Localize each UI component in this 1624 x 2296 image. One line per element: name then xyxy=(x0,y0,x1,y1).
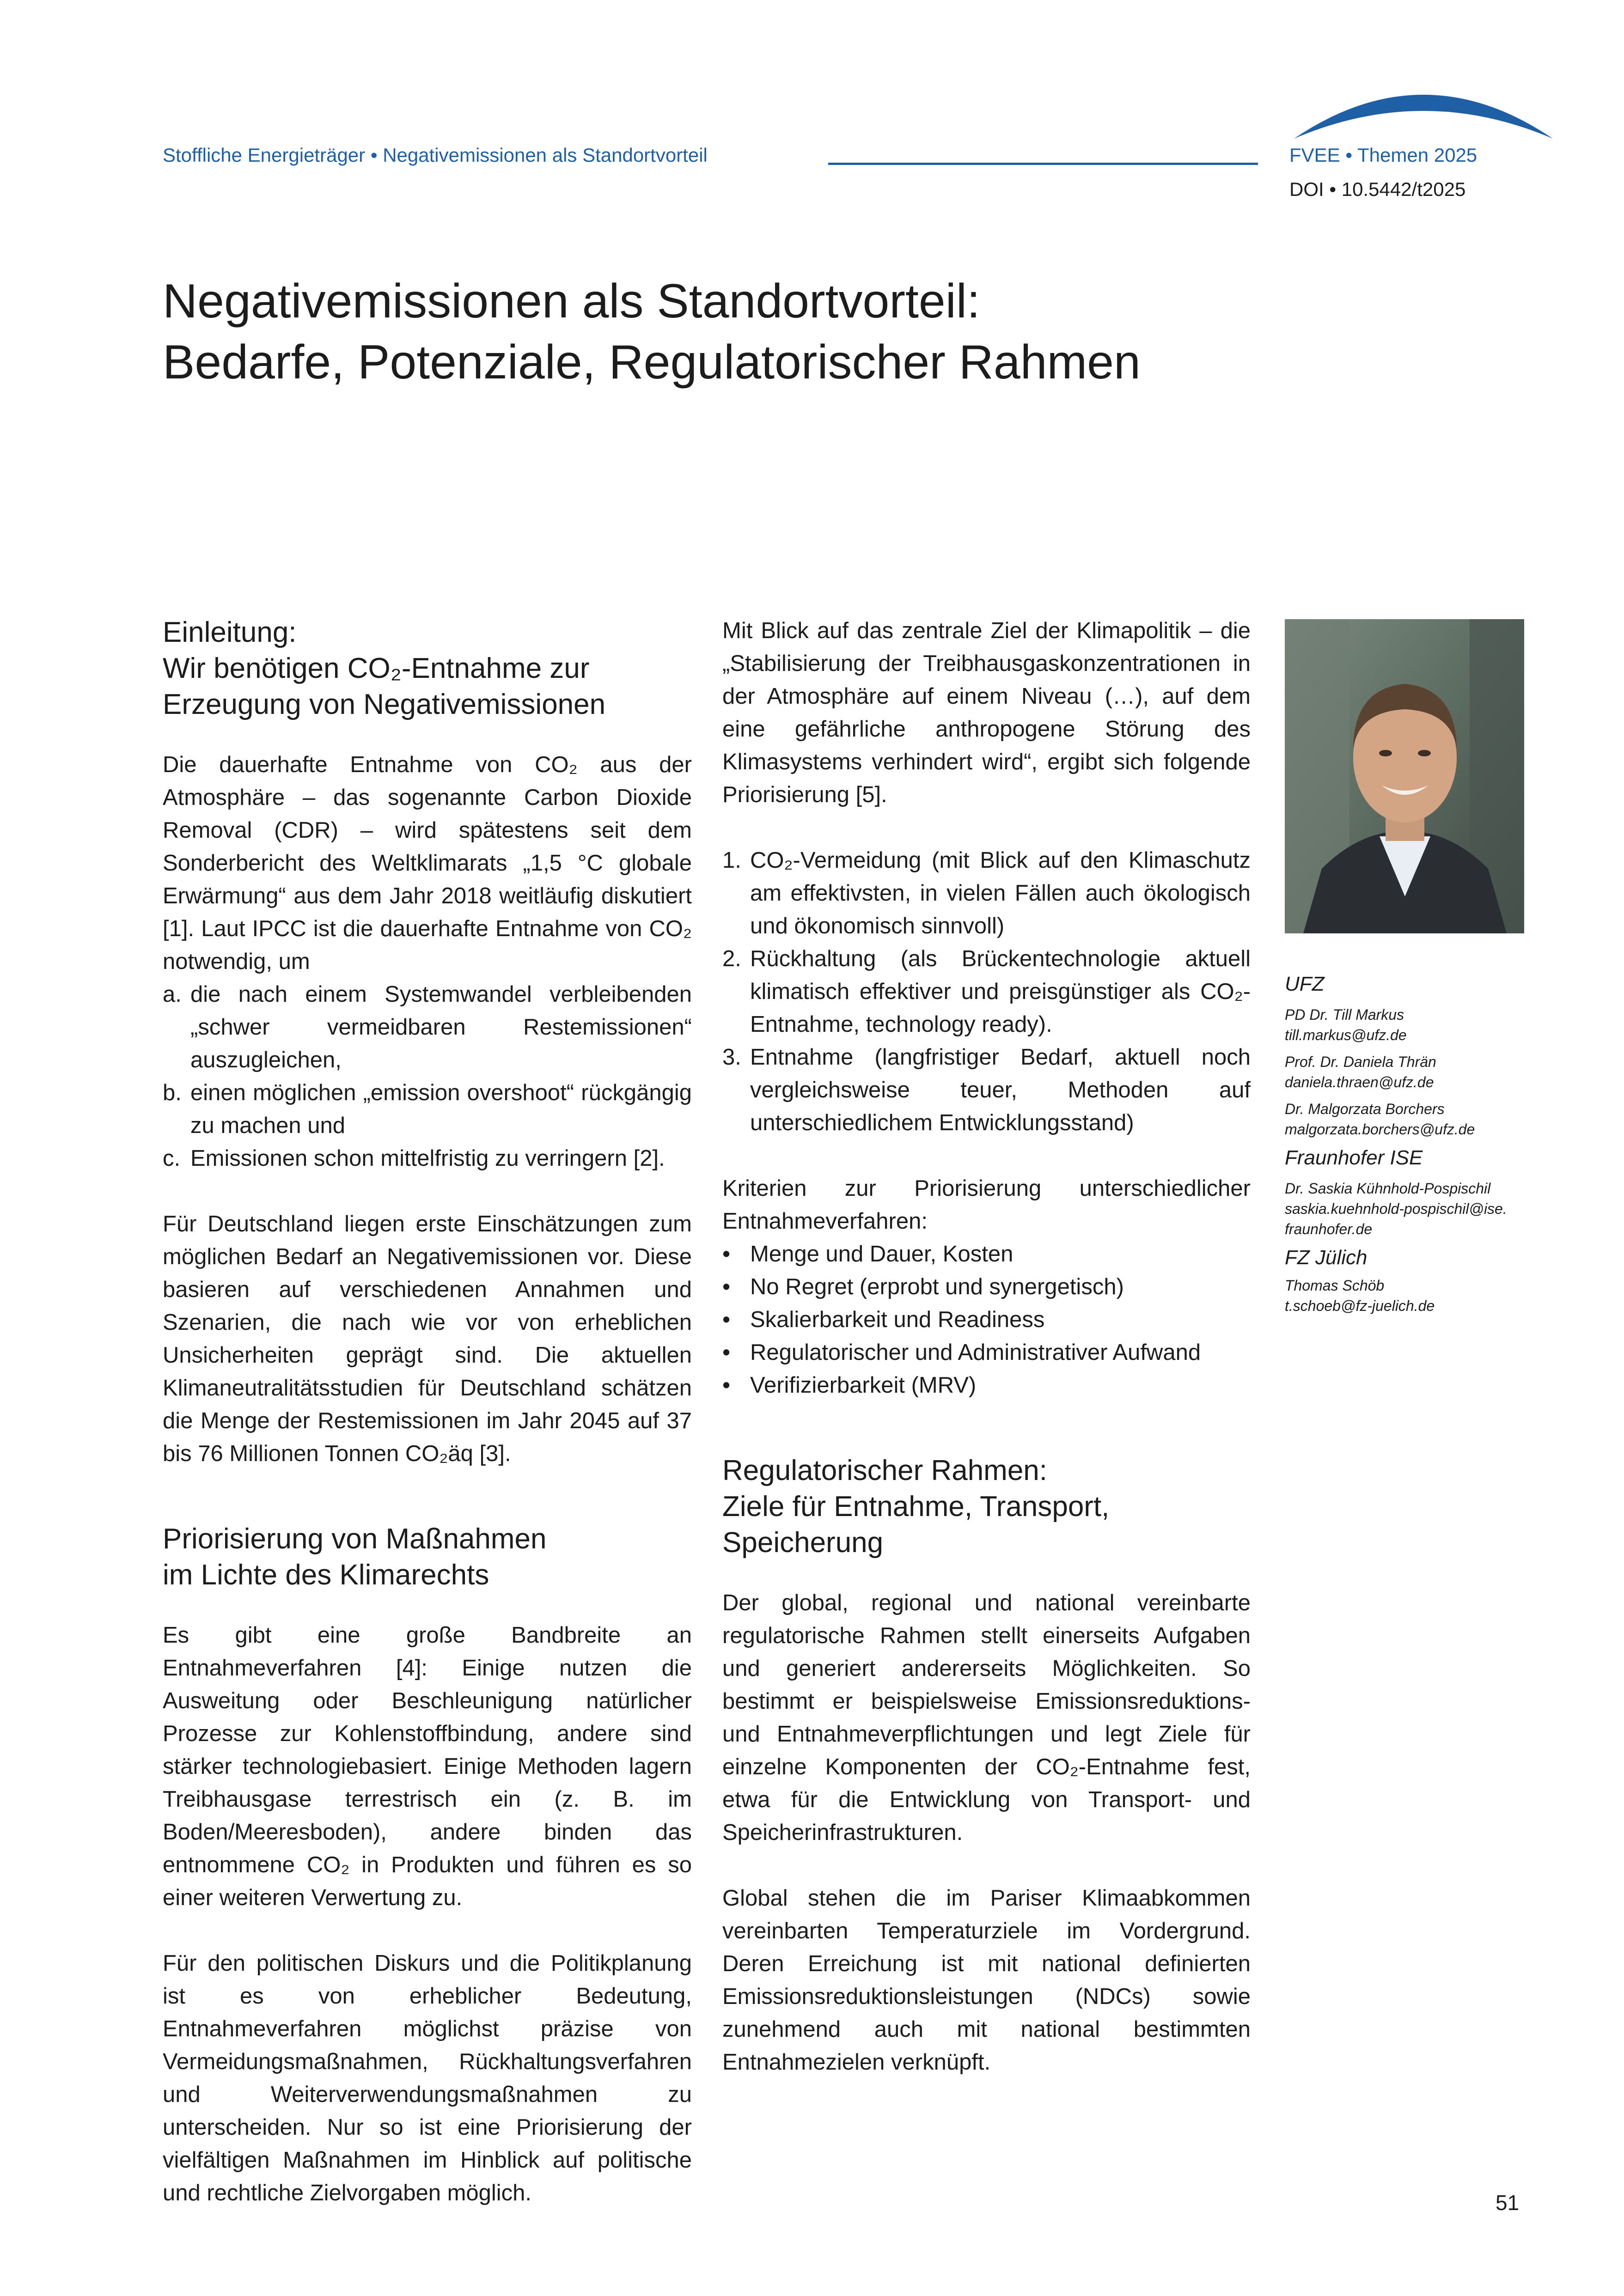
paragraph: Kriterien zur Priorisierung unterschiedlicher Entnahmeverfahren: xyxy=(722,1176,1251,1234)
author-email: t.schoeb@fz-juelich.de xyxy=(1285,1297,1435,1314)
author-name: Dr. Saskia Kühnhold-Pospischil xyxy=(1285,1180,1491,1197)
bullet-icon: • xyxy=(722,1307,731,1332)
list-item xyxy=(722,1041,1251,1139)
email-line: saskia.kuehnhold-pospischil@ise. xyxy=(1285,1200,1507,1217)
list-marker: a. xyxy=(163,982,182,1007)
list-marker: 2. xyxy=(722,946,741,971)
heading-line: Einleitung: xyxy=(163,616,297,648)
list-item xyxy=(163,1142,692,1175)
paragraph: Die dauerhafte Entnahme von CO₂ aus der Atmosphäre – das sogenannte Carbon Dioxide Removal (CDR) – wird spätestens seit dem Sonderbericht des Weltklimarats „1,5 °C globale Erwärmung“ aus dem Jahr 2018 weitläufig diskutiert [1]. Laut IPCC ist die dauerhafte Entnahme von CO₂ notwendig, um xyxy=(163,752,692,974)
list-item xyxy=(722,844,1251,943)
author-name: Prof. Dr. Daniela Thrän xyxy=(1285,1054,1436,1070)
list-text: No Regret (erprobt und synergetisch) xyxy=(750,1274,1124,1299)
list-text: die nach einem Systemwandel verbleibenden „schwer vermeidbaren Restemissionen“ auszugleichen, xyxy=(190,982,692,1072)
author-email: malgorzata.borchers@ufz.de xyxy=(1285,1121,1475,1138)
institution-fz-juelich: FZ Jülich xyxy=(1285,1246,1368,1269)
author-name: Thomas Schöb xyxy=(1285,1277,1385,1294)
author-photo xyxy=(1285,619,1524,933)
author-email: daniela.thraen@ufz.de xyxy=(1285,1074,1434,1090)
running-header-left: Stoffliche Energieträger • Negativemissionen als Standortvorteil xyxy=(163,144,708,166)
list-item xyxy=(722,1303,1251,1336)
paragraph: Es gibt eine große Bandbreite an Entnahmeverfahren [4]: Einige nutzen die Ausweitung oder Beschleunigung natürlicher Prozesse zur Kohlenstoffbindung, andere sind stärker technologiebasiert. Einige Methoden lagern Treibhausgase terrestrisch ein (z. B. im Boden/Meeresboden), andere binden das entnommene CO₂ in Produkten und führen es so einer weiteren Verwertung zu. xyxy=(163,1623,692,1910)
header-rule xyxy=(828,163,1258,165)
bullet-icon: • xyxy=(722,1340,731,1365)
institution-ufz: UFZ xyxy=(1285,973,1325,995)
list-marker: c. xyxy=(163,1146,181,1171)
heading-line: Speicherung xyxy=(722,1527,884,1559)
heading-line: im Lichte des Klimarechts xyxy=(163,1559,489,1591)
list-text: Rückhaltung (als Brückentechnologie aktuell klimatisch effektiver und preisgünstiger als CO₂-Entnahme, technology ready). xyxy=(750,946,1251,1037)
section-heading-regulatory xyxy=(722,1453,1251,1561)
heading-line: Priorisierung von Maßnahmen xyxy=(163,1523,547,1555)
bullet-icon: • xyxy=(722,1242,731,1267)
bullet-icon: • xyxy=(722,1274,731,1299)
heading-line: Wir benötigen CO₂-Entnahme zur xyxy=(163,652,590,684)
list-item xyxy=(163,978,692,1077)
section-heading-intro xyxy=(163,615,692,723)
running-header-right: FVEE • Themen 2025 xyxy=(1289,144,1477,166)
paragraph: Der global, regional und national vereinbarte regulatorische Rahmen stellt einerseits Aufgaben und generiert andererseits Möglichkeiten. So bestimmt er beispielsweise Emissionsreduktions- und Entnahmeverpflichtungen und legt Ziele für einzelne Komponenten der CO₂-Entnahme fest, etwa für die Entwicklung von Transport- und Speicherinfrastrukturen. xyxy=(722,1590,1251,1845)
paragraph: Global stehen die im Pariser Klimaabkommen vereinbarten Temperaturziele im Vordergrund. Deren Erreichung ist mit national definierten Emissionsreduktionsleistungen (NDCs) sowie zunehmend auch mit national bestimmten Entnahmezielen verknüpft. xyxy=(722,1886,1251,2075)
alpha-list xyxy=(163,978,692,1175)
doi-label: DOI • 10.5442/t2025 xyxy=(1289,178,1466,200)
list-text: Verifizierbarkeit (MRV) xyxy=(750,1373,977,1398)
author-email: till.markus@ufz.de xyxy=(1285,1027,1407,1043)
author-email xyxy=(1285,1199,1544,1239)
list-text: einen möglichen „emission overshoot“ rückgängig zu machen und xyxy=(190,1080,692,1138)
title-line-1: Negativemissionen als Standortvorteil: xyxy=(163,274,980,328)
column-right xyxy=(722,615,1251,2079)
paragraph: Für Deutschland liegen erste Einschätzungen zum möglichen Bedarf an Negativemissionen vor. Diese basieren auf verschiedenen Annahmen und Szenarien, die nach wie vor von erheblichen Unsicherheiten geprägt sind. Die aktuellen Klimaneutralitätsstudien für Deutschland schätzen die Menge der Restemissionen im Jahr 2045 auf 37 bis 76 Millionen Tonnen CO₂äq [3]. xyxy=(163,1212,692,1466)
list-text: CO₂-Vermeidung (mit Blick auf den Klimaschutz am effektivsten, in vielen Fällen auch ökologisch und ökonomisch sinnvoll) xyxy=(750,848,1251,938)
list-item xyxy=(722,1369,1251,1402)
section-heading-prioritization xyxy=(163,1521,692,1593)
list-text: Menge und Dauer, Kosten xyxy=(750,1242,1013,1267)
heading-line: Regulatorischer Rahmen: xyxy=(722,1455,1048,1486)
list-item xyxy=(722,1238,1251,1271)
list-text: Regulatorischer und Administrativer Aufwand xyxy=(750,1340,1201,1365)
list-item xyxy=(722,1336,1251,1369)
title-line-2: Bedarfe, Potenziale, Regulatorischer Rahmen xyxy=(163,335,1141,389)
list-text: Emissionen schon mittelfristig zu verringern [2]. xyxy=(190,1146,665,1171)
heading-line: Erzeugung von Negativemissionen xyxy=(163,688,606,720)
email-line: fraunhofer.de xyxy=(1285,1221,1373,1237)
list-text: Skalierbarkeit und Readiness xyxy=(750,1307,1045,1332)
list-marker: 1. xyxy=(722,848,741,873)
author-name: Dr. Malgorzata Borchers xyxy=(1285,1101,1445,1117)
numbered-list xyxy=(722,844,1251,1139)
author-name: PD Dr. Till Markus xyxy=(1285,1006,1404,1023)
column-left xyxy=(163,615,692,2210)
author-sidebar xyxy=(1285,966,1544,1316)
bullet-list xyxy=(722,1238,1251,1402)
institution-fraunhofer-ise: Fraunhofer ISE xyxy=(1285,1146,1423,1169)
list-item xyxy=(722,943,1251,1041)
list-marker: 3. xyxy=(722,1045,741,1070)
heading-line: Ziele für Entnahme, Transport, xyxy=(722,1491,1110,1523)
article-title xyxy=(163,271,1410,393)
paragraph: Für den politischen Diskurs und die Politikplanung ist es von erheblicher Bedeutung, Entnahmeverfahren möglichst präzise von Vermeidungsmaßnahmen, Rückhaltungsverfahren und Weiterverwendungsmaßnahmen zu unterscheiden. Nur so ist eine Priorisierung der vielfältigen Maßnahmen im Hinblick auf politische und rechtliche Zielvorgaben möglich. xyxy=(163,1951,692,2205)
page-number: 51 xyxy=(1496,2191,1520,2215)
list-marker: b. xyxy=(163,1080,182,1105)
bullet-icon: • xyxy=(722,1373,731,1398)
paragraph: Mit Blick auf das zentrale Ziel der Klimapolitik – die „Stabilisierung der Treibhausgaskonzentrationen in der Atmosphäre auf einem Niveau (…), auf dem eine gefährliche anthropogene Störung des Klimasystems verhindert wird“, ergibt sich folgende Priorisierung [5]. xyxy=(722,618,1251,807)
list-text: Entnahme (langfristiger Bedarf, aktuell noch vergleichsweise teuer, Methoden auf unterschiedlichem Entwicklungsstand) xyxy=(750,1045,1251,1135)
list-item xyxy=(722,1271,1251,1303)
list-item xyxy=(163,1077,692,1142)
fvee-logo-arc xyxy=(1285,69,1562,148)
